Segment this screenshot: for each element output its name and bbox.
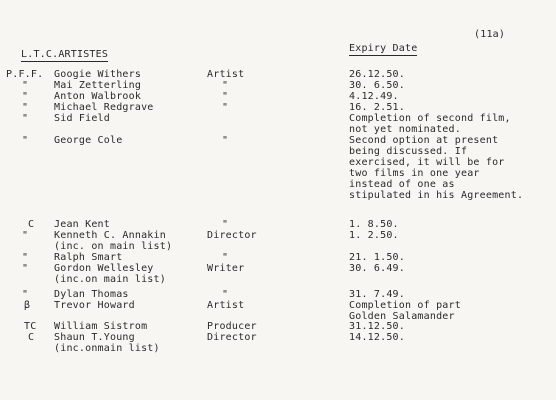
row-role: Producer xyxy=(207,321,257,332)
row-role: Artist xyxy=(207,300,245,311)
row-name: William Sistrom xyxy=(54,321,148,332)
row-name: Gordon Wellesley xyxy=(54,263,154,274)
row-role: " xyxy=(222,80,229,91)
row-name: Kenneth C. Annakin xyxy=(54,230,166,241)
row-role: Director xyxy=(207,332,257,343)
row-name: Ralph Smart xyxy=(54,252,123,263)
row-expiry: 30. 6.50. xyxy=(349,80,405,91)
row-name: (inc. on main list) xyxy=(54,241,173,252)
row-code: " xyxy=(22,135,29,146)
row-expiry: Completion of part xyxy=(349,300,461,311)
row-role: Director xyxy=(207,230,257,241)
row-name: (inc.on main list) xyxy=(54,274,166,285)
row-expiry: stipulated in his Agreement. xyxy=(349,190,524,201)
row-expiry: Golden Salamander xyxy=(349,311,455,322)
row-expiry: 1. 2.50. xyxy=(349,230,399,241)
row-name: Dylan Thomas xyxy=(54,289,129,300)
row-expiry: 4.12.49. xyxy=(349,91,399,102)
row-name: Mai Zetterling xyxy=(54,80,142,91)
row-expiry: 21. 1.50. xyxy=(349,252,405,263)
section-heading: L.T.C.ARTISTES xyxy=(21,49,109,60)
row-role: Artist xyxy=(207,69,245,80)
row-role: Writer xyxy=(207,263,245,274)
row-name: Shaun T.Young xyxy=(54,332,135,343)
row-expiry: instead of one as xyxy=(349,179,455,190)
page-reference: (11a) xyxy=(474,29,506,40)
row-expiry: being discussed. If xyxy=(349,146,468,157)
row-code: TC xyxy=(24,321,37,332)
row-code: C xyxy=(28,332,35,343)
row-code: β xyxy=(24,300,31,311)
row-code: " xyxy=(22,113,29,124)
row-expiry: not yet nominated. xyxy=(349,124,461,135)
row-code: " xyxy=(22,263,29,274)
row-role: " xyxy=(222,289,229,300)
row-expiry: Second option at present xyxy=(349,135,499,146)
row-expiry: 1. 8.50. xyxy=(349,219,399,230)
row-name: Jean Kent xyxy=(54,219,110,230)
row-expiry: two films in one year xyxy=(349,168,480,179)
row-expiry: 31. 7.49. xyxy=(349,289,405,300)
row-expiry: Completion of second film, xyxy=(349,113,511,124)
row-role: " xyxy=(222,135,229,146)
row-expiry: 30. 6.49. xyxy=(349,263,405,274)
row-expiry: 31.12.50. xyxy=(349,321,405,332)
row-code: " xyxy=(22,289,29,300)
row-expiry: 26.12.50. xyxy=(349,69,405,80)
row-role: " xyxy=(222,219,229,230)
row-name: Michael Redgrave xyxy=(54,102,154,113)
row-code: " xyxy=(22,252,29,263)
row-name: George Cole xyxy=(54,135,123,146)
row-expiry: 16. 2.51. xyxy=(349,102,405,113)
row-code: " xyxy=(22,80,29,91)
row-name: Sid Field xyxy=(54,113,110,124)
row-role: " xyxy=(222,102,229,113)
row-code: P.F.F. xyxy=(6,69,44,80)
row-role: " xyxy=(222,252,229,263)
row-name: (inc.onmain list) xyxy=(54,343,160,354)
row-expiry: 14.12.50. xyxy=(349,332,405,343)
row-name: Trevor Howard xyxy=(54,300,135,311)
row-role: " xyxy=(222,91,229,102)
expiry-column-header: Expiry Date xyxy=(349,43,418,54)
row-code: " xyxy=(22,91,29,102)
row-code: " xyxy=(22,230,29,241)
row-code: C xyxy=(28,219,35,230)
row-code: " xyxy=(22,102,29,113)
row-name: Anton Walbrook xyxy=(54,91,142,102)
row-name: Googie Withers xyxy=(54,69,142,80)
row-expiry: exercised, it will be for xyxy=(349,157,505,168)
